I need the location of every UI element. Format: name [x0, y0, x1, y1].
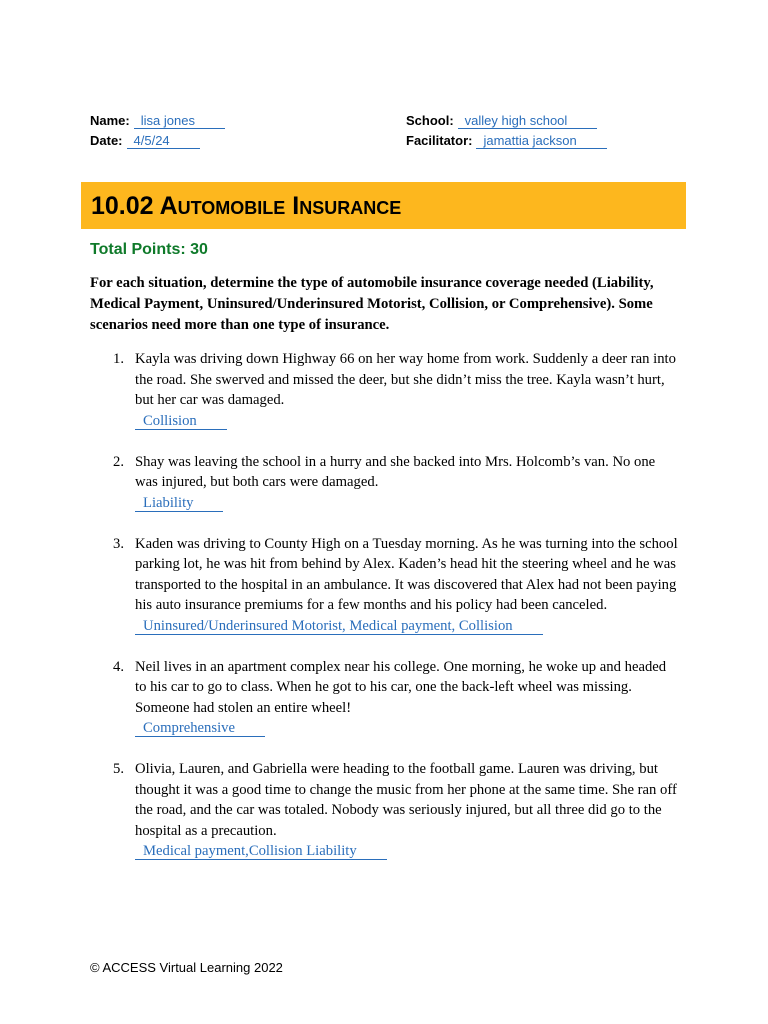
question-number: 2. [113, 453, 124, 470]
answer-text: Medical payment,Collision Liability [135, 843, 387, 860]
question-item [90, 452, 680, 514]
answer-text: Liability [135, 495, 223, 512]
answer-text: Uninsured/Underinsured Motorist, Medical payment, Collision [135, 618, 543, 635]
date-label: Date: [90, 133, 123, 148]
date-row [90, 133, 200, 149]
question-number: 5. [113, 761, 124, 777]
copyright-footer: © ACCESS Virtual Learning 2022 [90, 960, 283, 975]
instructions-text: For each situation, determine the type of automobile insurance coverage needed (Liability, Medical Payment, Uninsured/Underinsured Motorist, Collision, or Comprehensive). Some scenarios need more than one type of insurance. [90, 275, 654, 333]
name-value: lisa jones [134, 113, 225, 129]
question-number: 1. [113, 351, 124, 367]
question-item [90, 349, 680, 431]
question-list [90, 349, 680, 882]
question-item [90, 657, 680, 739]
school-value: valley high school [458, 113, 598, 129]
question-item [90, 534, 680, 637]
title-bar [81, 182, 686, 229]
page-title: 10.02 Automobile Insurance [91, 192, 402, 220]
total-points: Total Points: 30 [90, 241, 208, 258]
facilitator-label: Facilitator: [406, 133, 473, 148]
question-number: 3. [113, 535, 124, 552]
name-label: Name: [90, 113, 130, 128]
name-row [90, 113, 225, 129]
answer-text: Comprehensive [135, 720, 265, 737]
date-value: 4/5/24 [127, 133, 200, 149]
school-label: School: [406, 113, 454, 128]
question-text: Shay was leaving the school in a hurry and she backed into Mrs. Holcomb’s van. No one was injured, but both cars were damaged. [135, 453, 656, 490]
question-text: Neil lives in an apartment complex near his college. One morning, he woke up and headed to his car to go to class. When he got to his car, one the back-left wheel was missing. Someone had stolen an entire wheel! [135, 658, 667, 716]
answer-text: Collision [135, 413, 227, 430]
question-text: Olivia, Lauren, and Gabriella were heading to the football game. Lauren was driving, but thought it was a good time to change the music from her phone at the same time. She ran off the road, and the car was totaled. Nobody was seriously injured, but all three did go to the hospital as a precaution. [135, 761, 677, 839]
question-number: 4. [113, 658, 124, 675]
question-text: Kaden was driving to County High on a Tuesday morning. As he was turning into the school parking lot, he was hit from behind by Alex. Kaden’s head hit the steering wheel and he was transported to the hospital in an ambulance. It was discovered that Alex had not been paying his auto insurance premiums for a few months and his policy had been canceled. [135, 535, 678, 613]
question-item [90, 759, 680, 862]
question-text: Kayla was driving down Highway 66 on her way home from work. Suddenly a deer ran into the road. She swerved and missed the deer, but she didn’t miss the tree. Kayla wasn’t hurt, but her car was damaged. [135, 351, 676, 408]
facilitator-row [406, 133, 607, 149]
facilitator-value: jamattia jackson [476, 133, 606, 149]
school-row [406, 113, 597, 129]
